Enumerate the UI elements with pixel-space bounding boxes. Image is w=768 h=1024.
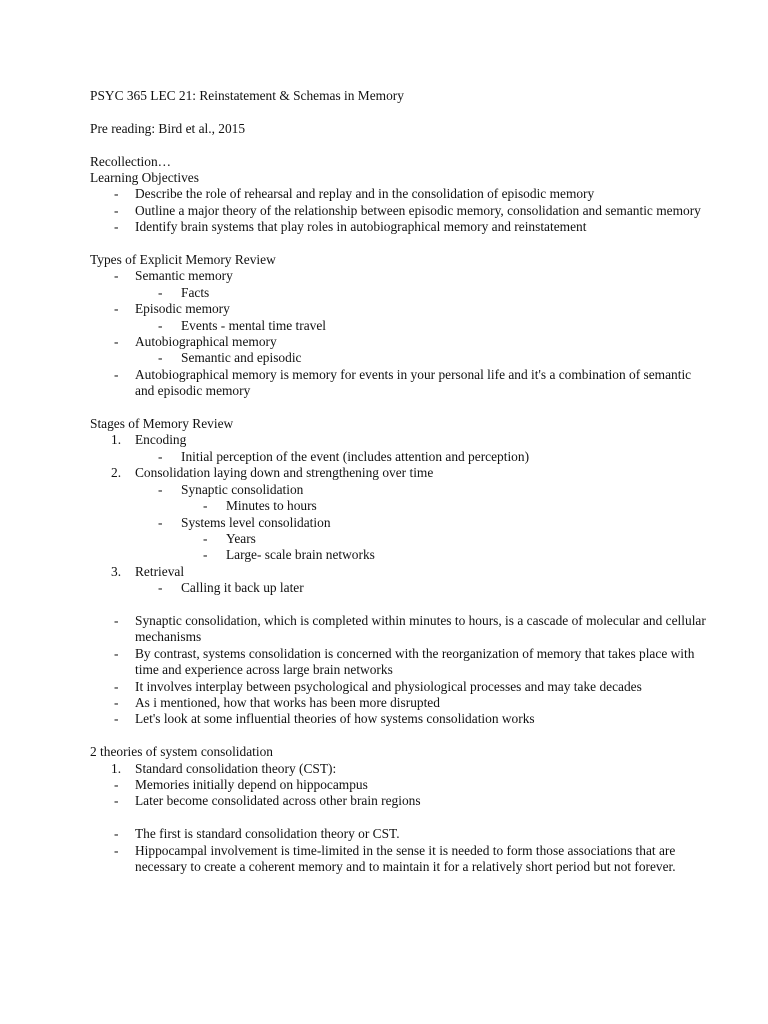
objective-text: Outline a major theory of the relationship between episodic memory, consolidation and semantic memory [135,202,701,218]
note-text: It involves interplay between psychological and physiological processes and may take decades [135,678,642,694]
list-item [90,301,708,317]
spacer [90,137,708,153]
list-text: Minutes to hours [226,498,317,514]
list-item [90,695,708,711]
list-text: Events - mental time travel [181,317,327,333]
dash-marker: - [158,284,163,300]
note-text: By contrast, systems consolidation is concerned with the reorganization of memory that takes place with time and experience across large brain networks [135,645,695,678]
list-item [90,367,708,400]
dash-marker: - [114,678,119,694]
dash-marker: - [114,219,119,235]
dash-marker: - [158,317,163,333]
list-item [90,826,708,842]
list-item [90,547,708,563]
dash-marker: - [158,514,163,530]
objective-text: Identify brain systems that play roles in autobiographical memory and reinstatement [135,219,587,235]
pre-reading: Pre reading: Bird et al., 2015 [90,120,246,136]
list-text: Years [226,530,256,546]
list-item [90,777,708,793]
list-item [90,531,708,547]
number-marker: 1. [111,760,122,776]
dash-marker: - [158,481,163,497]
list-item [90,564,708,580]
list-item [90,203,708,219]
dash-marker: - [114,202,119,218]
list-text: Systems level consolidation [181,514,331,530]
dash-marker: - [203,547,208,563]
dash-marker: - [158,580,163,596]
spacer [90,400,708,416]
list-text: Autobiographical memory [135,334,277,350]
list-text: Memories initially depend on hippocampus [135,776,368,792]
dash-marker: - [114,645,119,661]
list-item [90,432,708,448]
list-text: Calling it back up later [181,580,304,596]
list-item [90,285,708,301]
number-marker: 3. [111,563,122,579]
list-text: Standard consolidation theory (CST): [135,760,337,776]
list-text: Later become consolidated across other brain regions [135,793,421,809]
list-item [90,449,708,465]
stages-heading: Stages of Memory Review [90,416,234,432]
list-item [90,793,708,809]
list-item [90,465,708,481]
list-item [90,482,708,498]
types-heading: Types of Explicit Memory Review [90,252,276,268]
list-item [90,515,708,531]
note-text: Synaptic consolidation, which is completed within minutes to hours, is a cascade of molecular and cellular mechanisms [135,612,706,645]
note-text: Hippocampal involvement is time-limited in the sense it is needed to form those associations that are necessary to create a coherent memory and to maintain it for a relatively short period but not forever. [135,842,676,874]
number-marker: 1. [111,432,122,448]
number-marker: 2. [111,465,122,481]
spacer [90,728,708,744]
dash-marker: - [158,448,163,464]
list-text: Initial perception of the event (includes attention and perception) [181,448,530,464]
dash-marker: - [114,793,119,809]
dash-marker: - [114,268,119,284]
dash-marker: - [114,826,119,842]
list-item [90,761,708,777]
list-text: Autobiographical memory is memory for events in your personal life and it's a combination of semantic and episodic memory [135,366,692,399]
dash-marker: - [114,842,119,858]
dash-marker: - [114,301,119,317]
spacer [90,104,708,120]
theories-heading: 2 theories of system consolidation [90,744,273,760]
list-text: Semantic and episodic [181,350,302,366]
dash-marker: - [203,498,208,514]
dash-marker: - [114,612,119,628]
list-item [90,334,708,350]
list-item [90,318,708,334]
dash-marker: - [114,776,119,792]
dash-marker: - [114,186,119,202]
list-item [90,646,708,679]
list-text: Facts [181,284,210,300]
dash-marker: - [114,366,119,382]
list-item [90,350,708,366]
list-item [90,613,708,646]
learning-objectives-heading: Learning Objectives [90,170,199,185]
note-text: As i mentioned, how that works has been more disrupted [135,694,440,710]
list-text: Semantic memory [135,268,233,284]
list-item [90,843,708,876]
list-item [90,186,708,202]
spacer [90,810,708,826]
objective-text: Describe the role of rehearsal and replay and in the consolidation of episodic memory [135,186,595,202]
note-text: Let's look at some influential theories of how systems consolidation works [135,711,535,727]
list-text: Large- scale brain networks [226,547,375,563]
dash-marker: - [114,334,119,350]
list-item [90,498,708,514]
list-text: Consolidation laying down and strengthening over time [135,465,434,481]
list-item [90,268,708,284]
dash-marker: - [203,530,208,546]
spacer [90,236,708,252]
dash-marker: - [114,694,119,710]
list-item [90,580,708,596]
spacer [90,597,708,613]
list-text: Synaptic consolidation [181,481,304,497]
recollection-heading: Recollection… [90,153,172,169]
list-item [90,711,708,727]
list-item [90,219,708,235]
lecture-title: PSYC 365 LEC 21: Reinstatement & Schemas in Memory [90,88,404,103]
list-text: Episodic memory [135,301,230,317]
list-text: Encoding [135,432,187,448]
dash-marker: - [158,350,163,366]
list-item [90,679,708,695]
list-text: Retrieval [135,563,185,579]
dash-marker: - [114,711,119,727]
note-text: The first is standard consolidation theory or CST. [135,826,400,842]
